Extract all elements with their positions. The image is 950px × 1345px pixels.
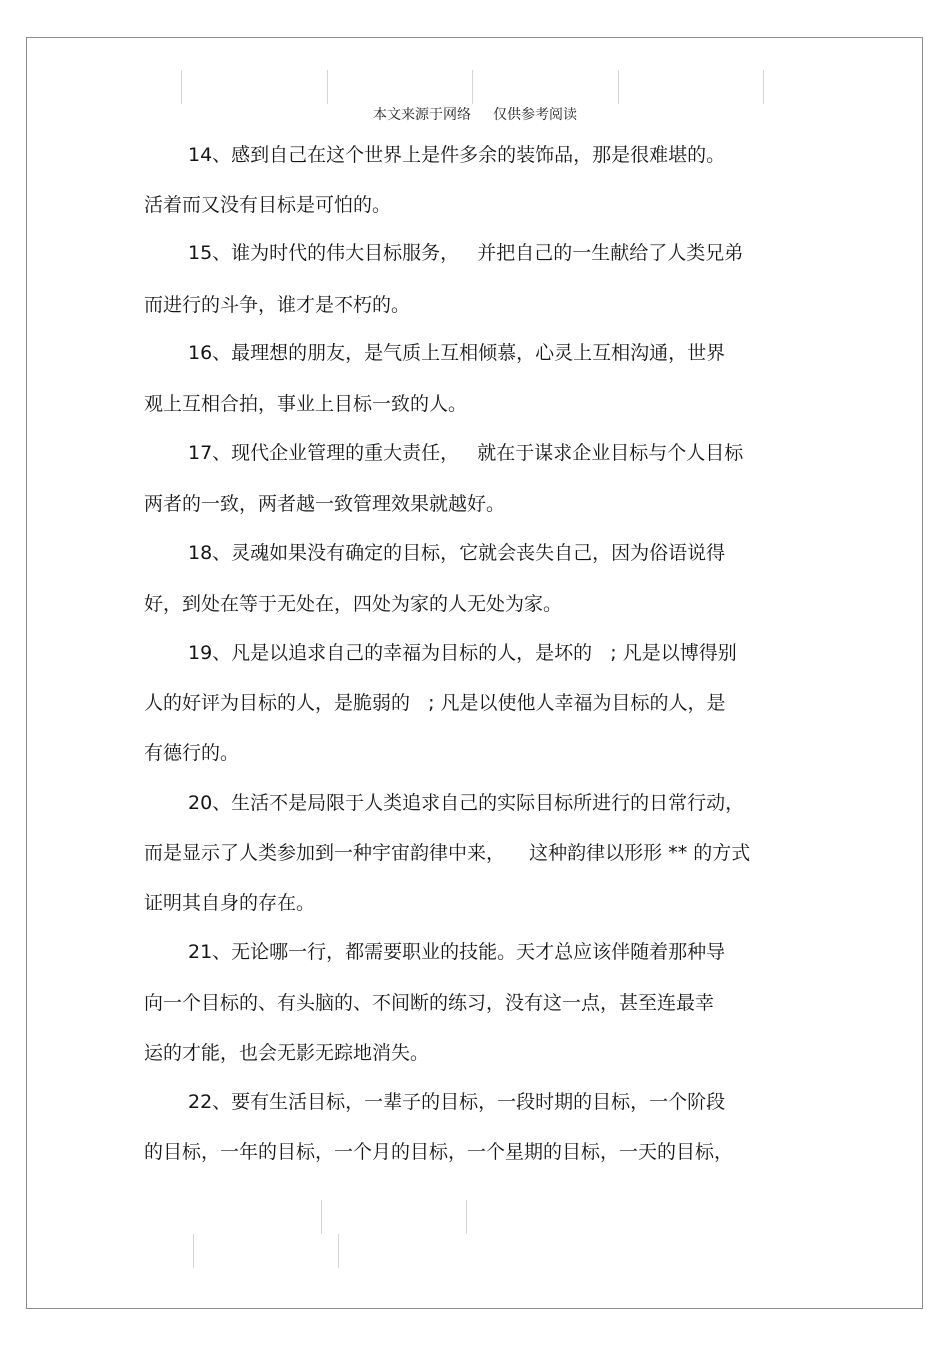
paragraph-14-line-2: 活着而又没有目标是可怕的。 bbox=[144, 194, 392, 216]
paragraph-17-line-1: 17、现代企业管理的重大责任， 就在于谋求企业目标与个人目标 bbox=[188, 442, 744, 464]
header-divider-4 bbox=[618, 70, 619, 104]
paragraph-14-line-1: 14、感到自己在这个世界上是件多余的装饰品，那是很难堪的。 bbox=[188, 144, 726, 166]
paragraph-19-line-2: 人的好评为目标的人，是脆弱的 ; 凡是以使他人幸福为目标的人，是 bbox=[144, 692, 726, 714]
paragraph-19-line-3: 有德行的。 bbox=[144, 742, 240, 764]
page-border bbox=[26, 37, 923, 1309]
header-divider-5 bbox=[763, 70, 764, 104]
paragraph-22-line-1: 22、要有生活目标，一辈子的目标，一段时期的目标，一个阶段 bbox=[188, 1091, 726, 1113]
paragraph-21-line-1: 21、无论哪一行，都需要职业的技能。天才总应该伴随着那种导 bbox=[188, 941, 726, 963]
paragraph-20-line-1: 20、生活不是局限于人类追求自己的实际目标所进行的日常行动， bbox=[188, 792, 745, 814]
paragraph-21-line-2: 向一个目标的、有头脑的、不间断的练习，没有这一点，甚至连最幸 bbox=[144, 992, 715, 1014]
paragraph-16-line-2: 观上互相合拍，事业上目标一致的人。 bbox=[144, 393, 468, 415]
paragraph-20-line-2: 而是显示了人类参加到一种宇宙韵律中来， 这种韵律以形形 ** 的方式 bbox=[144, 842, 751, 864]
reference-note: 仅供参考阅读 bbox=[493, 107, 577, 123]
paragraph-15-line-2: 而进行的斗争，谁才是不朽的。 bbox=[144, 294, 411, 316]
paragraph-16-line-1: 16、最理想的朋友，是气质上互相倾慕，心灵上互相沟通，世界 bbox=[188, 342, 726, 364]
source-note: 本文来源于网络 bbox=[373, 107, 471, 123]
footer-divider-1 bbox=[321, 1200, 322, 1234]
page-header-note bbox=[0, 104, 950, 124]
header-divider-1 bbox=[181, 70, 182, 104]
header-divider-2 bbox=[327, 70, 328, 104]
footer-divider-4 bbox=[338, 1234, 339, 1268]
paragraph-18-line-2: 好，到处在等于无处在，四处为家的人无处为家。 bbox=[144, 593, 563, 615]
paragraph-22-line-2: 的目标，一年的目标，一个月的目标，一个星期的目标，一天的目标， bbox=[144, 1141, 734, 1163]
paragraph-18-line-1: 18、灵魂如果没有确定的目标，它就会丧失自己，因为俗语说得 bbox=[188, 542, 726, 564]
footer-divider-3 bbox=[193, 1234, 194, 1268]
paragraph-19-line-1: 19、凡是以追求自己的幸福为目标的人，是坏的 ; 凡是以博得别 bbox=[188, 642, 737, 664]
paragraph-15-line-1: 15、谁为时代的伟大目标服务， 并把自己的一生献给了人类兄弟 bbox=[188, 242, 744, 264]
paragraph-20-line-3: 证明其自身的存在。 bbox=[144, 892, 316, 914]
header-divider-3 bbox=[472, 70, 473, 104]
footer-divider-2 bbox=[466, 1200, 467, 1234]
paragraph-21-line-3: 运的才能，也会无影无踪地消失。 bbox=[144, 1042, 430, 1064]
paragraph-17-line-2: 两者的一致，两者越一致管理效果就越好。 bbox=[144, 493, 506, 515]
